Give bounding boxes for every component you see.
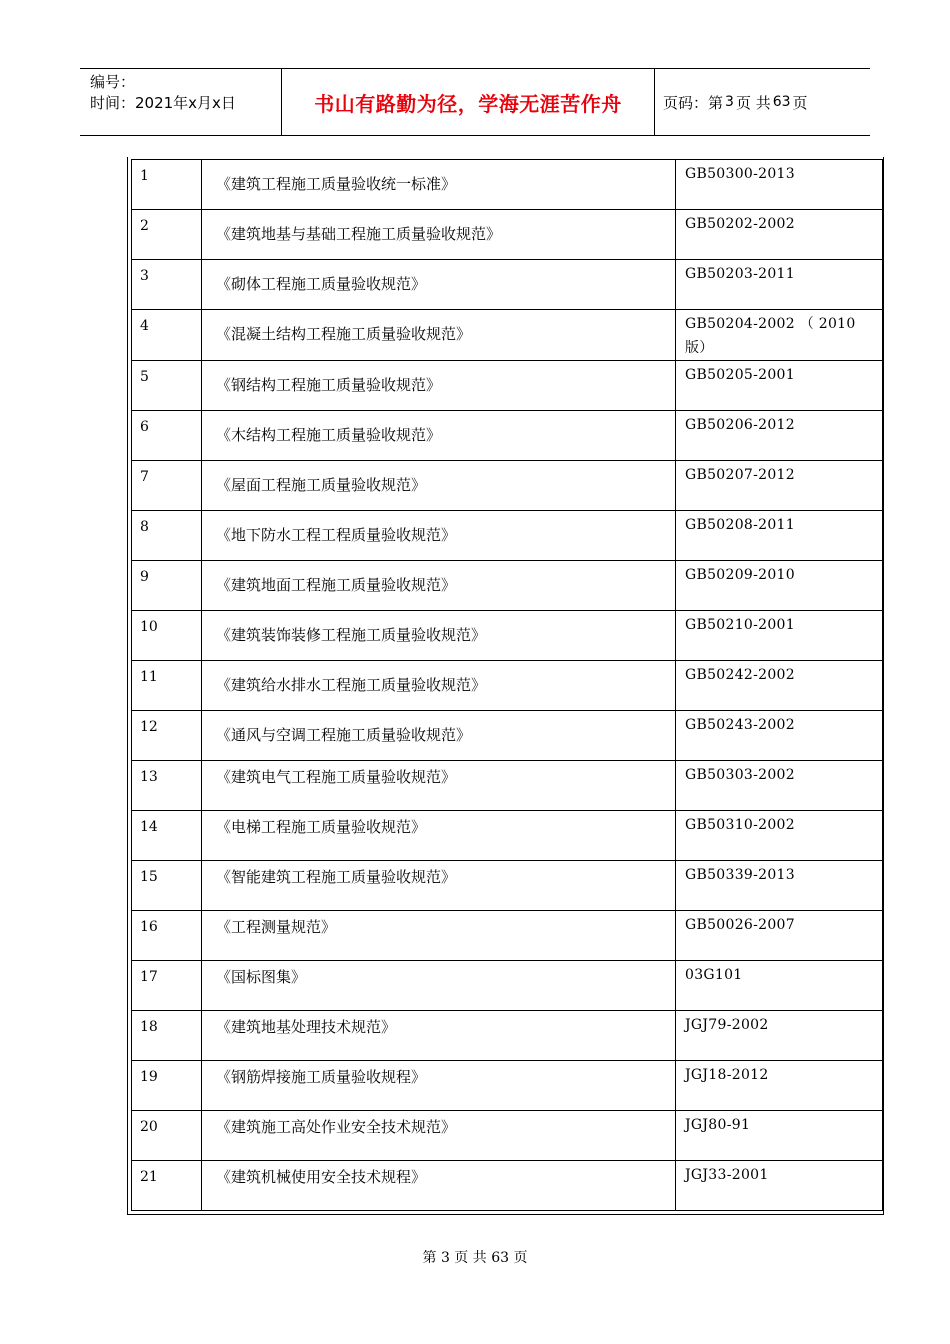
table-row <box>132 911 883 961</box>
number-label: 编号： <box>90 73 136 91</box>
page-footer: 第 3 页 共 63 页 <box>422 1250 528 1266</box>
standard-name: 《混凝土结构工程施工质量验收规范》 <box>202 310 676 361</box>
table-row <box>132 861 883 911</box>
row-number: 21 <box>132 1161 202 1211</box>
table-row <box>132 210 883 260</box>
motto-text: 书山有路勤为径，学海无涯苦作舟 <box>314 91 622 116</box>
table-row <box>132 761 883 811</box>
table-row <box>132 310 883 361</box>
row-number: 14 <box>132 811 202 861</box>
row-number: 10 <box>132 611 202 661</box>
standard-name: 《地下防水工程工程质量验收规范》 <box>202 511 676 561</box>
table-row <box>132 361 883 411</box>
row-number: 8 <box>132 511 202 561</box>
row-number: 13 <box>132 761 202 811</box>
standard-name: 《通风与空调工程施工质量验收规范》 <box>202 711 676 761</box>
table-row <box>132 1161 883 1211</box>
page-mid: 页 共 <box>735 93 771 112</box>
header-page-info <box>655 69 870 135</box>
row-number: 6 <box>132 411 202 461</box>
table-row <box>132 260 883 310</box>
table-row <box>132 961 883 1011</box>
row-number: 5 <box>132 361 202 411</box>
table-row <box>132 411 883 461</box>
row-number: 15 <box>132 861 202 911</box>
row-number: 3 <box>132 260 202 310</box>
standard-name: 《工程测量规范》 <box>202 911 676 961</box>
row-number: 9 <box>132 561 202 611</box>
standards-table-frame <box>127 157 884 1215</box>
table-row <box>132 461 883 511</box>
standard-name: 《木结构工程施工质量验收规范》 <box>202 411 676 461</box>
standard-code: GB50204-2002 （ 2010版） <box>676 310 883 361</box>
table-row <box>132 1061 883 1111</box>
standard-code: GB50209-2010 <box>676 561 883 611</box>
table-row <box>132 661 883 711</box>
page-prefix: 页码：第 <box>663 93 724 112</box>
page-suffix: 页 <box>792 93 808 112</box>
standard-name: 《建筑给水排水工程施工质量验收规范》 <box>202 661 676 711</box>
standard-name: 《国标图集》 <box>202 961 676 1011</box>
table-row <box>132 561 883 611</box>
table-row <box>132 1011 883 1061</box>
standard-code: JGJ80-91 <box>676 1111 883 1161</box>
row-number: 7 <box>132 461 202 511</box>
row-number: 11 <box>132 661 202 711</box>
standard-code: GB50300-2013 <box>676 160 883 210</box>
table-row <box>132 611 883 661</box>
standard-name: 《建筑工程施工质量验收统一标准》 <box>202 160 676 210</box>
standard-code: GB50202-2002 <box>676 210 883 260</box>
row-number: 16 <box>132 911 202 961</box>
standard-name: 《电梯工程施工质量验收规范》 <box>202 811 676 861</box>
standard-code: GB50026-2007 <box>676 911 883 961</box>
standards-table-body <box>132 160 883 1211</box>
row-number: 17 <box>132 961 202 1011</box>
standard-code: GB50310-2002 <box>676 811 883 861</box>
row-number: 20 <box>132 1111 202 1161</box>
standard-name: 《建筑施工高处作业安全技术规范》 <box>202 1111 676 1161</box>
standard-name: 《钢筋焊接施工质量验收规程》 <box>202 1061 676 1111</box>
standard-code: JGJ33-2001 <box>676 1161 883 1211</box>
standard-name: 《砌体工程施工质量验收规范》 <box>202 260 676 310</box>
standard-code: GB50303-2002 <box>676 761 883 811</box>
standard-name: 《智能建筑工程施工质量验收规范》 <box>202 861 676 911</box>
standard-code: GB50206-2012 <box>676 411 883 461</box>
standards-table <box>131 159 883 1211</box>
page-total: 63 <box>772 94 791 110</box>
table-row <box>132 160 883 210</box>
standard-code: GB50205-2001 <box>676 361 883 411</box>
standard-code: GB50208-2011 <box>676 511 883 561</box>
standard-code: GB50243-2002 <box>676 711 883 761</box>
standard-code: GB50203-2011 <box>676 260 883 310</box>
row-number: 1 <box>132 160 202 210</box>
standard-name: 《建筑电气工程施工质量验收规范》 <box>202 761 676 811</box>
row-number: 19 <box>132 1061 202 1111</box>
page-current: 3 <box>725 94 734 110</box>
standard-code: JGJ18-2012 <box>676 1061 883 1111</box>
standard-name: 《建筑装饰装修工程施工质量验收规范》 <box>202 611 676 661</box>
table-row <box>132 1111 883 1161</box>
standard-name: 《屋面工程施工质量验收规范》 <box>202 461 676 511</box>
page-header <box>80 68 870 136</box>
standard-name: 《建筑机械使用安全技术规程》 <box>202 1161 676 1211</box>
row-number: 4 <box>132 310 202 361</box>
standard-code: GB50207-2012 <box>676 461 883 511</box>
standard-name: 《建筑地面工程施工质量验收规范》 <box>202 561 676 611</box>
standard-code: JGJ79-2002 <box>676 1011 883 1061</box>
header-motto-cell <box>282 69 655 135</box>
standard-code: 03G101 <box>676 961 883 1011</box>
standard-code: GB50339-2013 <box>676 861 883 911</box>
header-meta <box>80 69 282 135</box>
table-row <box>132 711 883 761</box>
table-row <box>132 811 883 861</box>
row-number: 2 <box>132 210 202 260</box>
row-number: 18 <box>132 1011 202 1061</box>
time-label: 时间：2021年x月x日 <box>90 94 236 112</box>
standard-code: GB50242-2002 <box>676 661 883 711</box>
table-row <box>132 511 883 561</box>
row-number: 12 <box>132 711 202 761</box>
standard-code: GB50210-2001 <box>676 611 883 661</box>
standard-name: 《建筑地基处理技术规范》 <box>202 1011 676 1061</box>
standard-name: 《钢结构工程施工质量验收规范》 <box>202 361 676 411</box>
standard-name: 《建筑地基与基础工程施工质量验收规范》 <box>202 210 676 260</box>
